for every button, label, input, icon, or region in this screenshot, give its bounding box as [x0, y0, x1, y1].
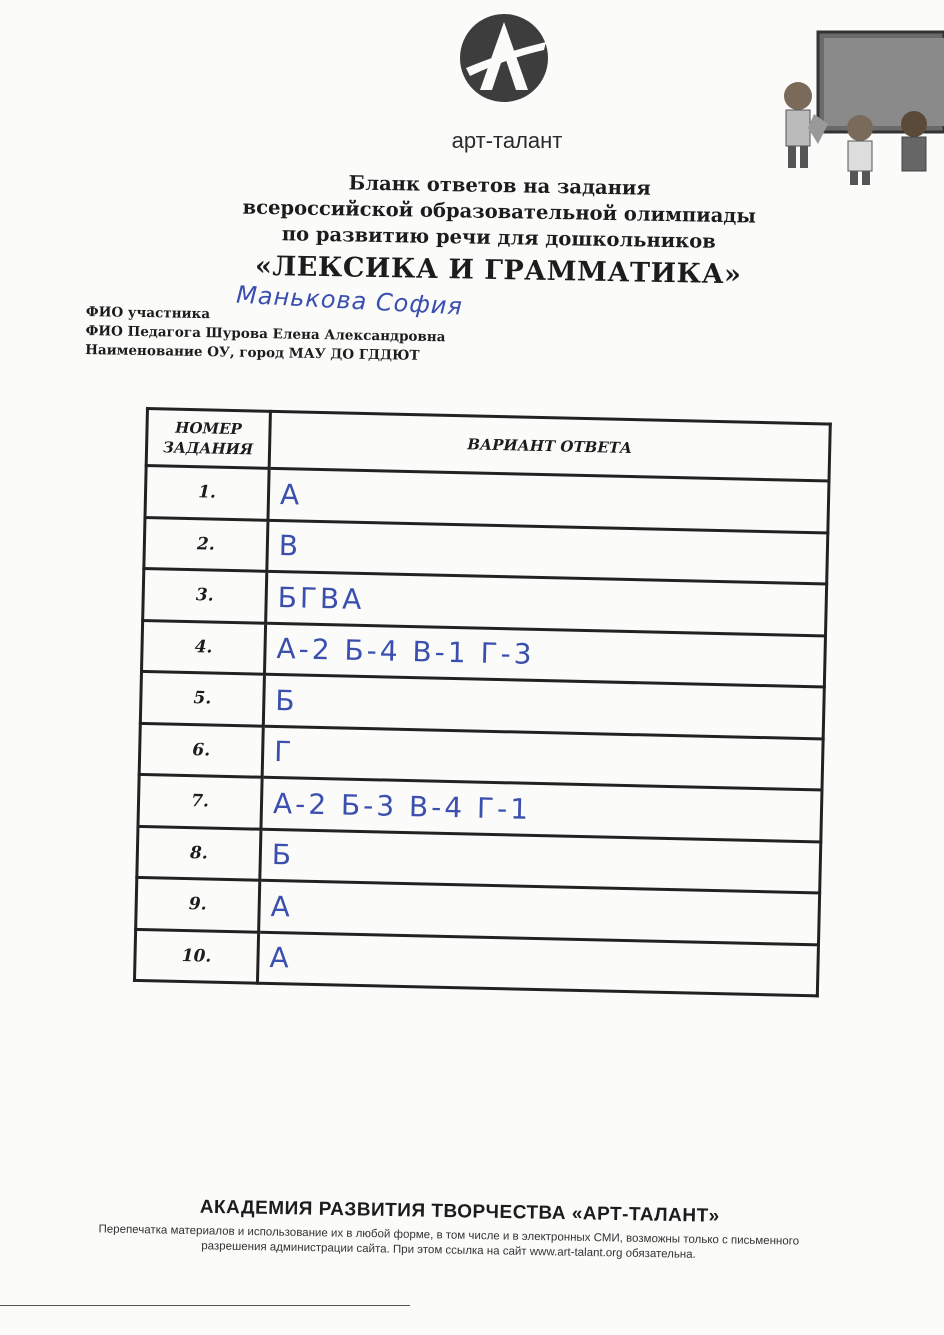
- footer-title: АКАДЕМИЯ РАЗВИТИЯ ТВОРЧЕСТВА «АРТ-ТАЛАНТ»: [199, 1196, 720, 1227]
- task-number: 9.: [136, 877, 260, 931]
- answer-handwritten: Г: [262, 726, 823, 790]
- participant-name-handwritten: Манькова София: [235, 280, 464, 321]
- answers-table-wrap: [133, 407, 832, 1002]
- answer-handwritten: А: [257, 932, 818, 996]
- task-number: 10.: [134, 929, 258, 983]
- answer-handwritten: А: [259, 880, 820, 944]
- task-number: 3.: [143, 568, 267, 622]
- answer-handwritten: БГВА: [266, 571, 827, 635]
- title-line-1: Бланк ответов на задания: [348, 171, 652, 200]
- org-name: МАУ ДО ГДДЮТ: [288, 345, 420, 364]
- bottom-divider: [0, 1305, 410, 1306]
- title-line-3: по развитию речи для дошкольников: [281, 222, 717, 253]
- answer-handwritten: В: [267, 520, 828, 584]
- brand-name: арт-талант: [451, 128, 563, 153]
- participant-info: [85, 280, 464, 366]
- footer-copyright-text: Перепечатка материалов и использование их в любой форме, в том числе и в электронных СМИ, возможны только с письменного разрешения администрации сайта. При этом ссылка на сайт www.art-talant.org обязательна.: [98, 1223, 800, 1261]
- task-number: 7.: [138, 774, 262, 828]
- task-number: 6.: [139, 723, 263, 777]
- task-number: 2.: [144, 517, 268, 571]
- answer-handwritten: Б: [260, 829, 821, 893]
- column-header-answer: ВАРИАНТ ОТВЕТА: [269, 411, 830, 481]
- children-blackboard-illustration: [768, 28, 944, 188]
- olympiad-name: «ЛЕКСИКА И ГРАММАТИКА»: [254, 250, 742, 291]
- title-line-2: всероссийской образовательной олимпиады: [242, 195, 757, 228]
- answer-handwritten: А: [268, 468, 829, 532]
- answer-handwritten: Б: [263, 674, 824, 738]
- answer-handwritten: А-2 Б-3 В-4 Г-1: [261, 777, 822, 841]
- teacher-label: ФИО Педагога: [85, 322, 202, 342]
- task-number: 5.: [140, 671, 264, 725]
- column-header-task-number: НОМЕР ЗАДАНИЯ: [146, 409, 270, 469]
- task-number: 1.: [145, 466, 269, 520]
- form-title: [208, 168, 790, 296]
- teacher-name: Шурова Елена Александровна: [205, 325, 446, 346]
- task-number: 4.: [141, 620, 265, 674]
- art-talant-logo-icon: [458, 12, 550, 104]
- org-label: Наименование ОУ, город: [85, 341, 285, 362]
- participant-label: ФИО участника: [85, 303, 211, 323]
- task-number: 8.: [137, 826, 261, 880]
- answers-table: [133, 407, 832, 997]
- answer-handwritten: А-2 Б-4 В-1 Г-3: [264, 623, 825, 687]
